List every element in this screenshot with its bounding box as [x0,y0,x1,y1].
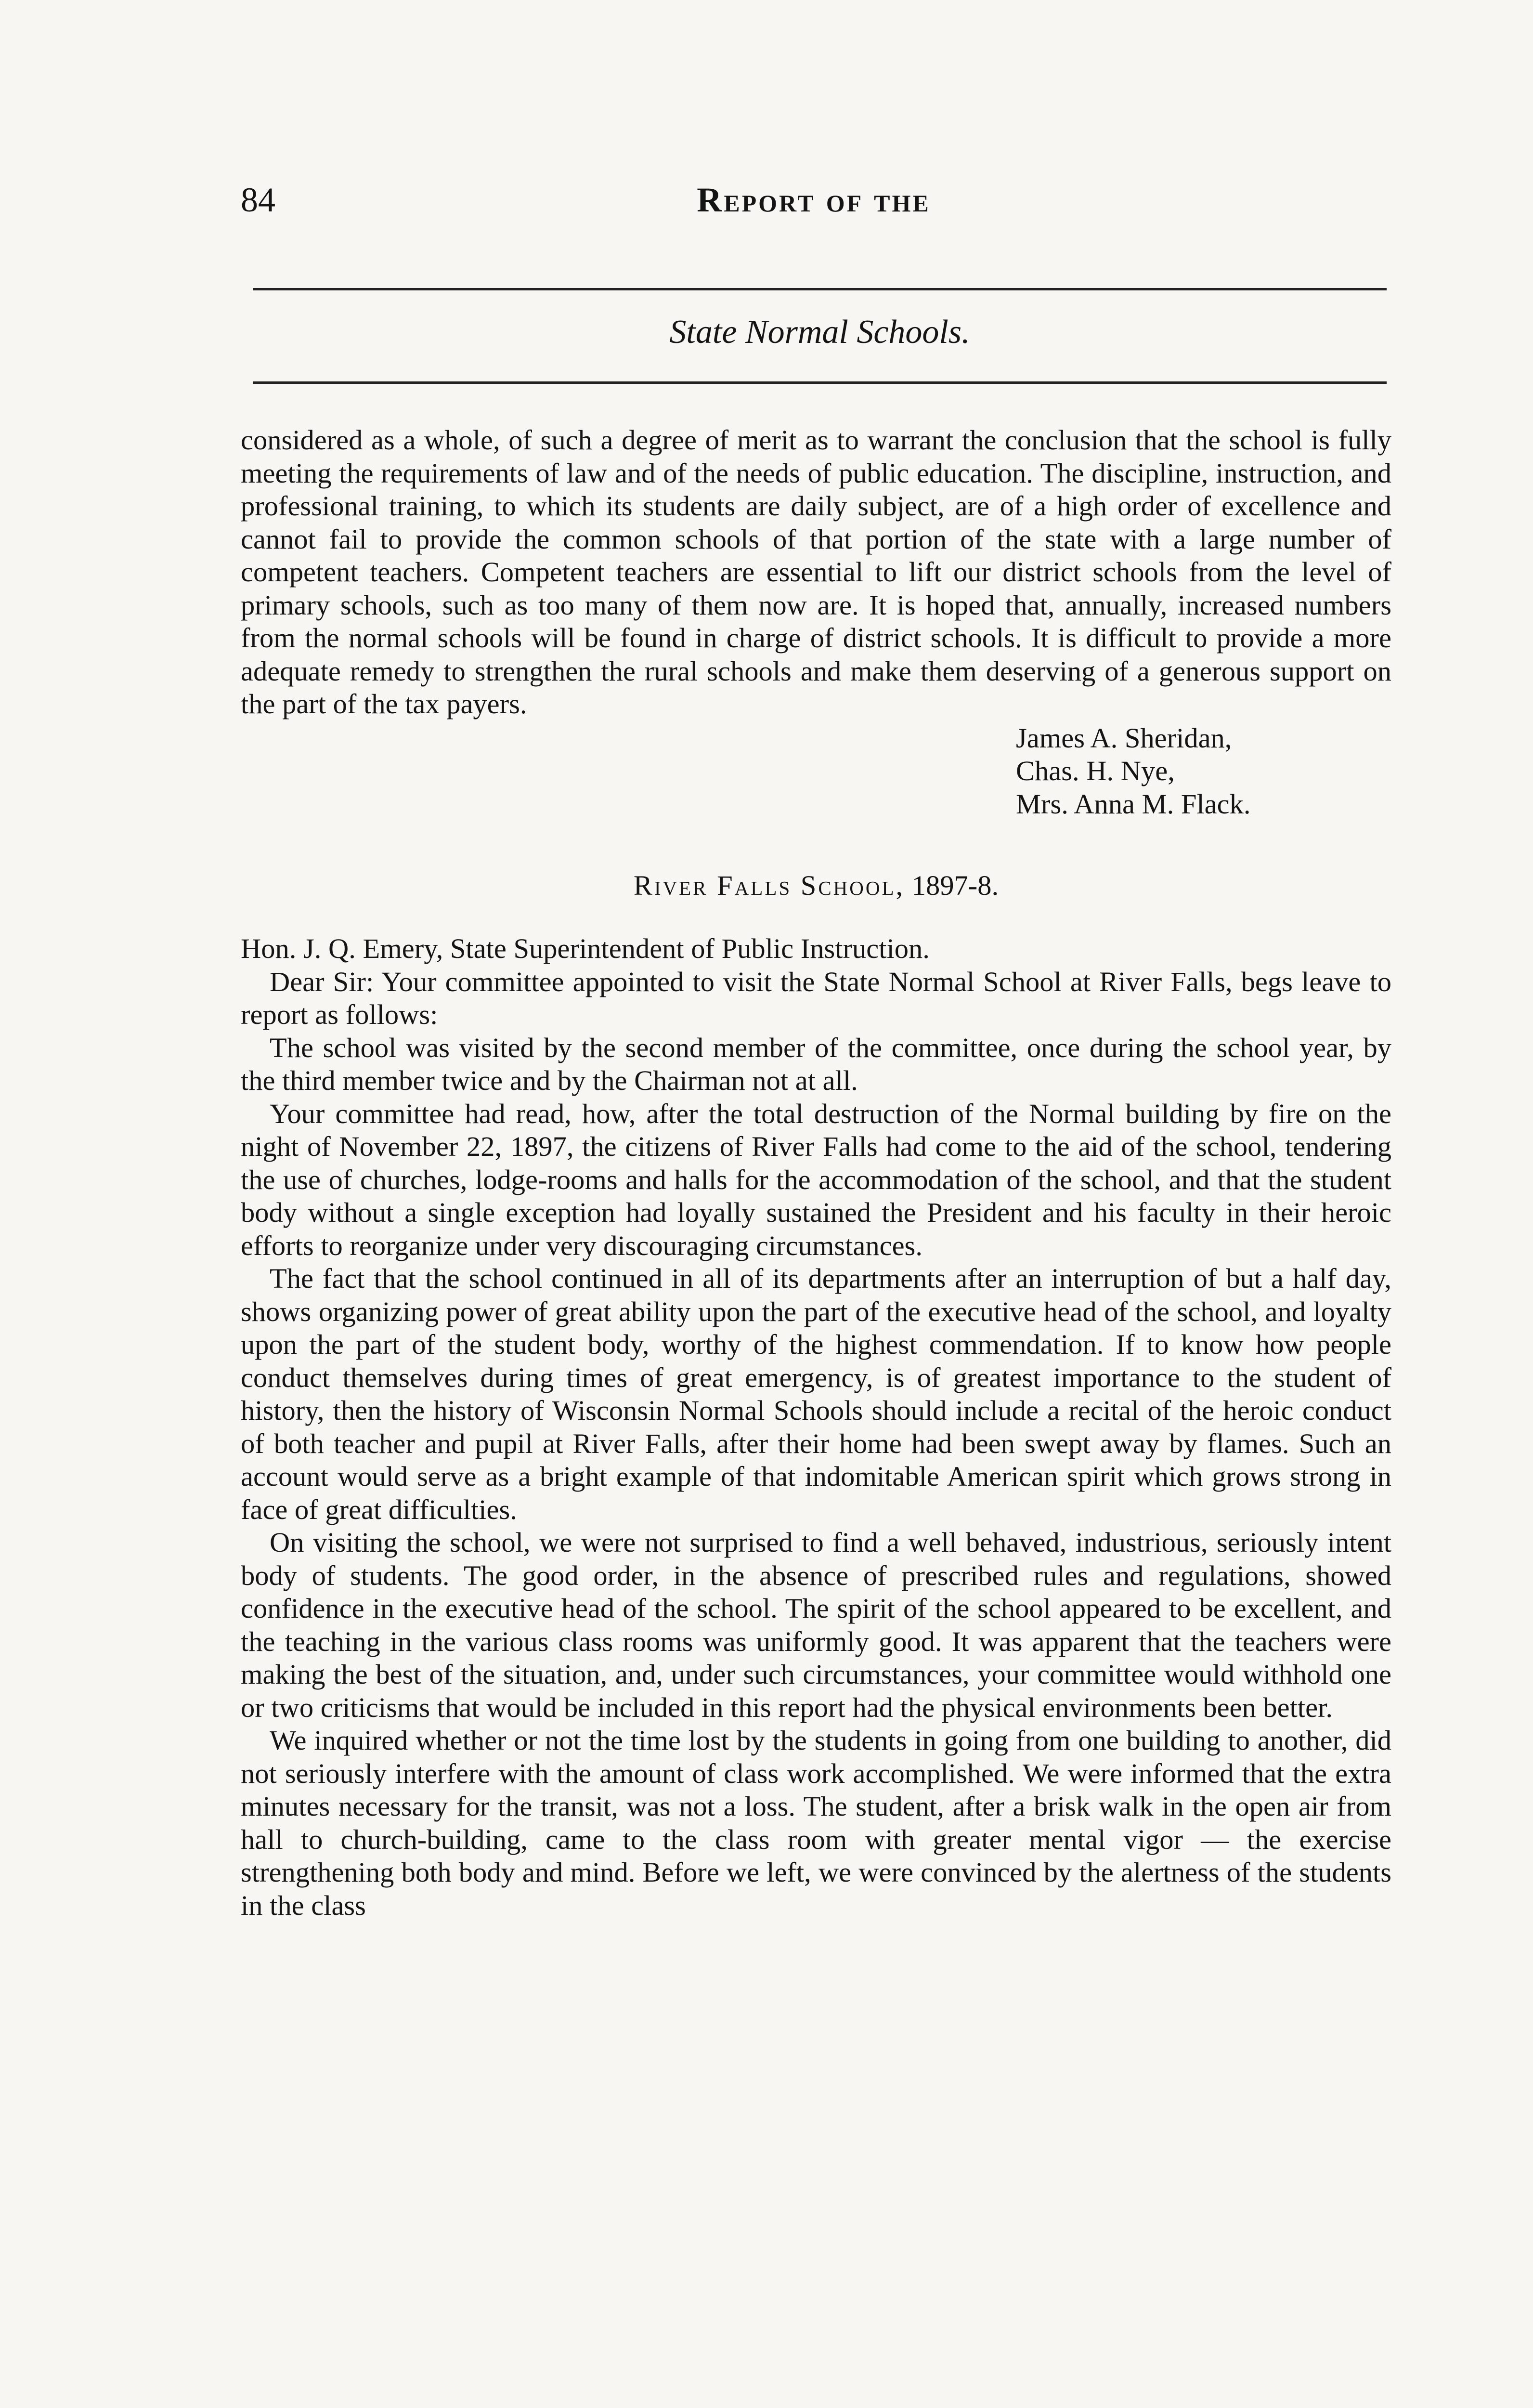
letter-addressee: Hon. J. Q. Emery, State Superintendent of Public Instruction. [241,933,930,964]
signature-block [1016,722,1391,821]
section-title: State Normal Schools. [669,314,970,351]
report-subheading [241,869,1391,903]
letter-paragraph: The fact that the school continued in all of its departments after an interruption of but a half day, shows organizing power of great ability upon the part of the executive head of the school, and loyalty upon the part of the student body, worthy of the highest commendation. If to know how people conduct themselves during times of great emergency, is of greatest importance to the student of history, then the history of Wisconsin Normal Schools should include a recital of the heroic conduct of both teacher and pupil at River Falls, after their home had been swept away by flames. Such an account would serve as a bright example of that indomitable American spirit which grows strong in face of great difficulties. [241,1263,1391,1525]
letter-paragraph: On visiting the school, we were not surprised to find a well behaved, industrious, seriously intent body of students. The good order, in the absence of prescribed rules and regulations, showed confidence in the executive head of the school. The spirit of the school appeared to be excellent, and the teaching in the various class rooms was uniformly good. It was apparent that the teachers were making the best of the situation, and, under such circumstances, your committee would withhold one or two criticisms that would be included in this report had the physical environments been better. [241,1527,1391,1723]
running-head: Report of the [697,181,931,219]
school-name: River Falls School, [633,870,905,901]
school-year: 1897-8. [911,870,999,901]
signature-line: Mrs. Anna M. Flack. [1016,788,1251,820]
page-header [241,173,1387,226]
letter-paragraph: We inquired whether or not the time lost by the students in going from one building to another, did not seriously interfere with the amount of class work accomplished. We were informed that the extra minutes necessary for the transit, was not a loss. The student, after a brisk walk in the open air from hall to church-building, came to the class room with greater mental vigor — the exercise strengthening both body and mind. Before we left, we were convinced by the alertness of the students in the class [241,1725,1391,1921]
signature-line: Chas. H. Nye, [1016,755,1175,786]
letter-paragraph: The school was visited by the second member of the committee, once during the school year, by the third member twice and by the Chairman not at all. [241,1032,1391,1096]
letter-paragraph: Dear Sir: Your committee appointed to visit the State Normal School at River Falls, begs leave to report as follows: [241,966,1391,1030]
letter-paragraph: Your committee had read, how, after the total destruction of the Normal building by fire on the night of November 22, 1897, the citizens of River Falls had come to the aid of the school, tendering the use of churches, lodge-rooms and halls for the accommodation of the school, and that the student body without a single exception had loyally sustained the President and his faculty in their heroic efforts to reorganize under very discouraging circumstances. [241,1098,1391,1261]
continuation-paragraph: considered as a whole, of such a degree of merit as to warrant the conclusion that the school is fully meeting the requirements of law and of the needs of public education. The discipline, instruction, and professional training, to which its students are daily subject, are of a high order of excellence and cannot fail to provide the common schools of that portion of the state with a large number of competent teachers. Competent teachers are essential to lift our district schools from the level of primary schools, such as too many of them now are. It is hoped that, annually, increased numbers from the normal schools will be found in charge of district schools. It is difficult to provide a more adequate remedy to strengthen the rural schools and make them deserving of a generous support on the part of the tax payers. [241,424,1391,720]
top-rule [253,288,1387,290]
signature-line: James A. Sheridan, [1016,722,1232,754]
page-body [241,424,1391,1922]
bottom-rule [253,381,1387,384]
page-number: 84 [241,181,275,219]
